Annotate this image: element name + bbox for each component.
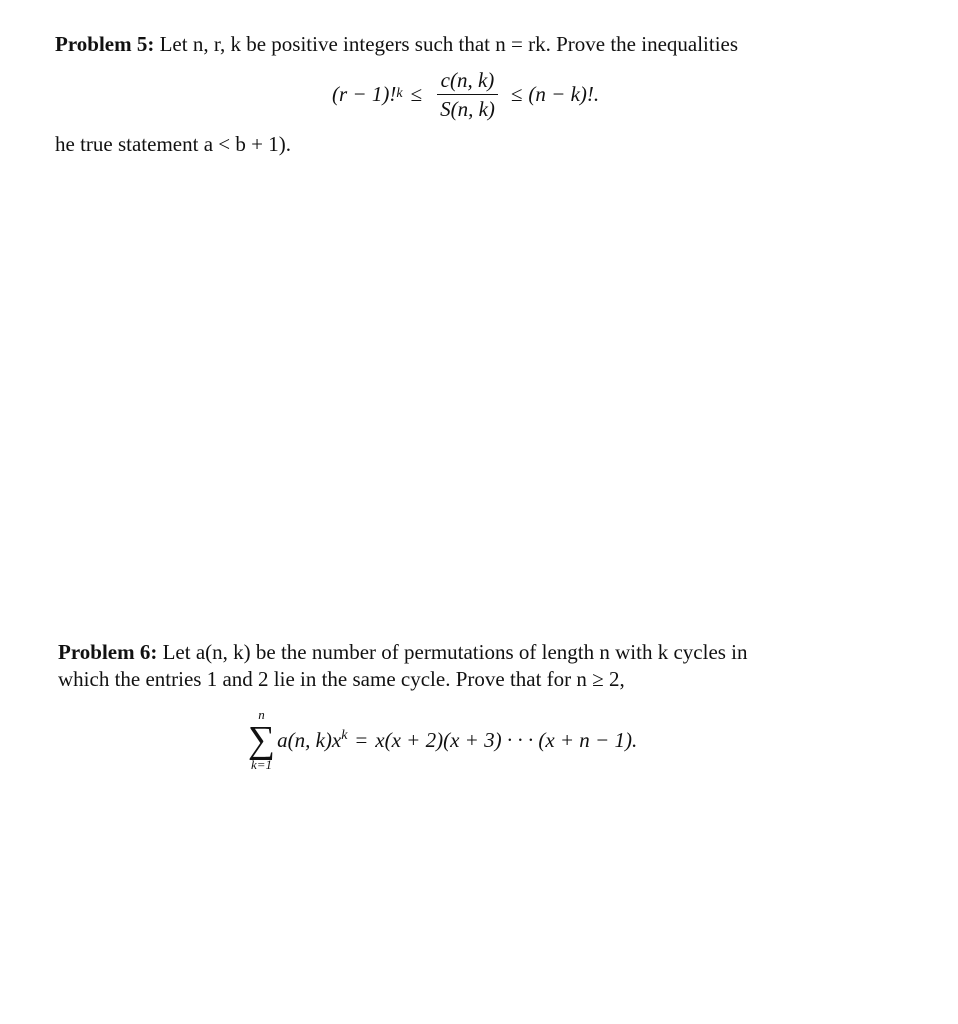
problem-6-text-line-1: Let a(n, k) be the number of permutations of length n with k cycles in	[162, 640, 748, 664]
inequality-right: (n − k)!.	[528, 81, 600, 106]
leq-symbol-2: ≤	[510, 81, 523, 106]
fraction-denominator: S(n, k)	[440, 96, 495, 121]
problem-5-text: Let n, r, k be positive integers such that n = rk. Prove the inequalities	[159, 32, 739, 56]
problem-6-statement-line-1	[58, 639, 748, 665]
inequality-fraction	[436, 68, 499, 121]
problem-6-identity	[248, 700, 637, 780]
fraction-numerator: c(n, k)	[437, 68, 499, 95]
problem-5-statement	[55, 31, 738, 57]
product-expression: x(x + 2)(x + 3) · · · (x + n − 1).	[375, 727, 638, 752]
inequality-left-exponent: k	[396, 86, 403, 101]
inequality-left: (r − 1)!	[332, 81, 397, 106]
problem-6-statement-line-2: which the entries 1 and 2 lie in the same cycle. Prove that for n ≥ 2,	[58, 667, 625, 691]
summation	[248, 708, 275, 772]
summand-exponent: k	[341, 728, 348, 743]
leq-symbol-1: ≤	[410, 81, 423, 106]
sum-lower-limit: k=1	[251, 757, 273, 772]
problem-5-trailing-text: he true statement a < b + 1).	[55, 132, 291, 156]
sum-upper-limit: n	[258, 707, 265, 722]
problem-5-label: Problem 5:	[55, 32, 155, 56]
equals-sign: =	[355, 727, 368, 752]
summand: a(n, k)x	[277, 727, 342, 752]
problem-5-inequality	[332, 64, 599, 124]
problem-6-label: Problem 6:	[58, 640, 158, 664]
sigma-symbol: ∑	[248, 719, 276, 761]
